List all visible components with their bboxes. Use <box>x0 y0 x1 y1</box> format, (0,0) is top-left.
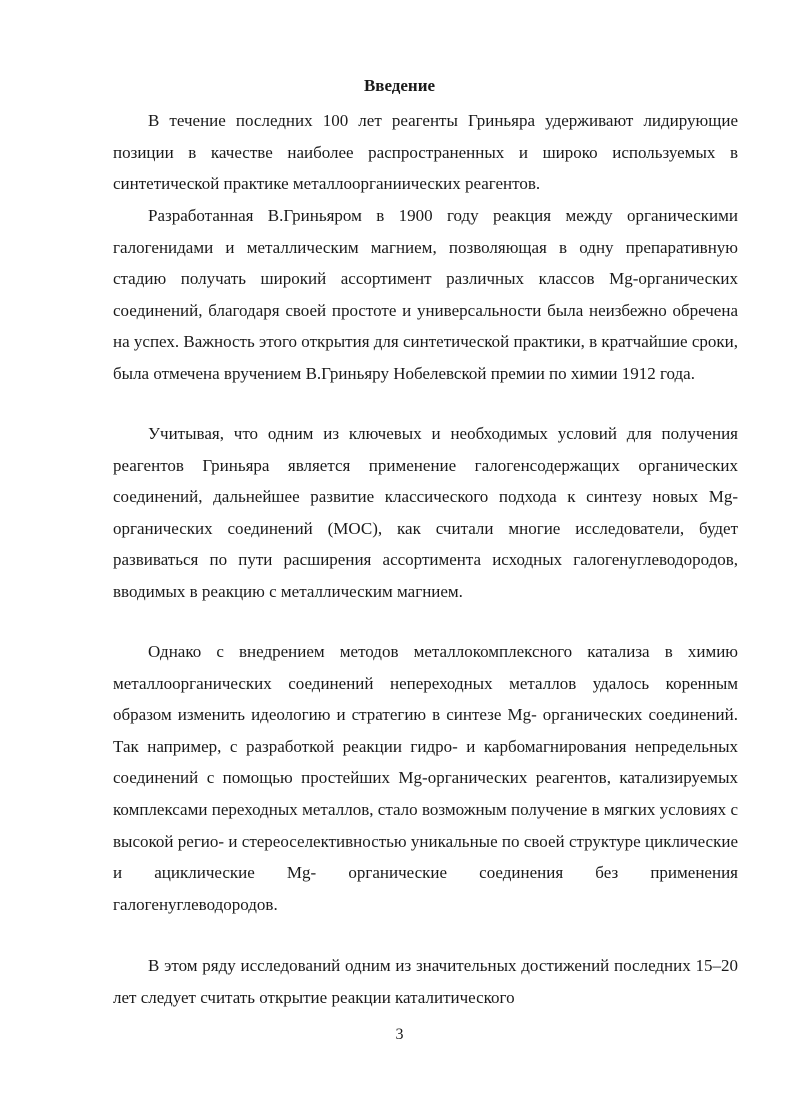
paragraph-3: Учитывая, что одним из ключевых и необходимых условий для получения реагентов Гриньяра является применение галогенсодержащих органических соединений, дальнейшее развитие классического подхода к синтезу новых Mg- органических соединений (МОС), как считали многие исследователи, будет развиваться по пути расширения ассортимента исходных галогенуглеводородов, вводимых в реакцию с металлическим магнием. <box>113 424 738 601</box>
paragraph-2: Разработанная В.Гриньяром в 1900 году реакция между органическими галогенидами и металлическим магнием, позволяющая в одну препаративную стадию получать широкий ассортимент различных классов Mg-органических соединений, благодаря своей простоте и универсальности была неизбежно обречена на успех. Важность этого открытия для синтетической практики, в кратчайшие сроки, была отмечена вручением В.Гриньяру Нобелевской премии по химии 1912 года. <box>113 206 738 383</box>
section-heading: Введение <box>363 76 436 95</box>
paragraph-1: В течение последних 100 лет реагенты Гриньяра удерживают лидирующие позиции в качестве наиболее распространенных и широко используемых в синтетической практике металлоорганиических реагентов. <box>113 111 738 194</box>
page-number: 3 <box>395 1026 404 1043</box>
paragraph-5: В этом ряду исследований одним из значительных достижений последних 15–20 лет следует считать открытие реакции каталитического <box>113 956 738 1007</box>
paragraph-4: Однако с внедрением методов металлокомплексного катализа в химию металлоорганических соединений непереходных металлов удалось коренным образом изменить идеологию и стратегию в синтезе Mg- органических соединений. Так например, с разработкой реакции гидро- и карбомагнирования непредельных соединений с помощью простейших Mg-органических реагентов, катализируемых комплексами переходных металлов, стало возможным получение в мягких условиях с высокой регио- и стереоселективностью уникальные по своей структуре циклические и ациклические Mg- органические соединения без применения галогенуглеводородов. <box>113 642 738 914</box>
